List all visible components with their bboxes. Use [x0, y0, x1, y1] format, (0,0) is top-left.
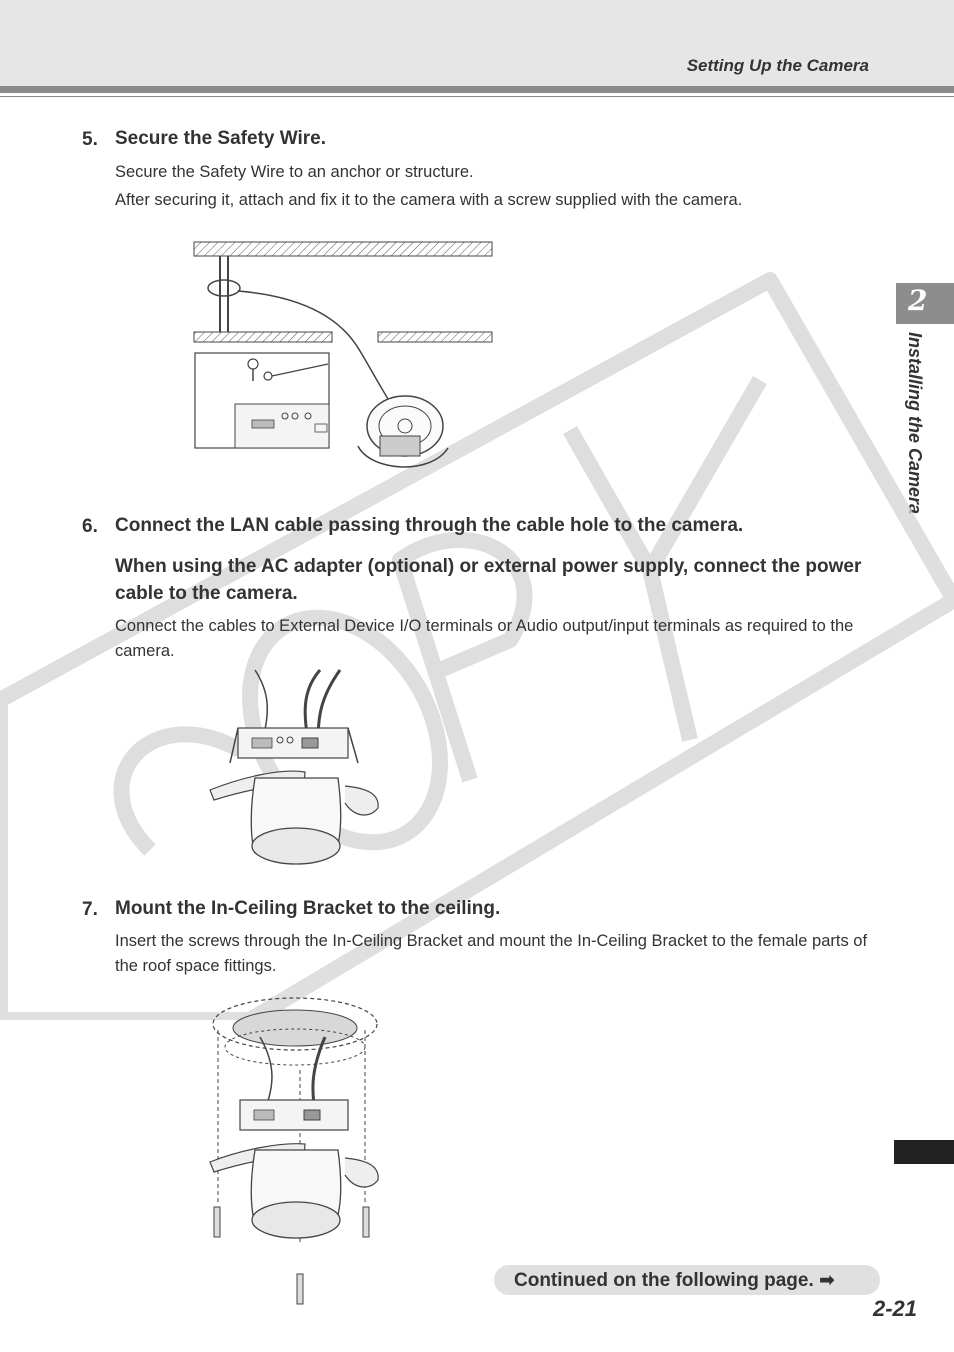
step-6-heading: Connect the LAN cable passing through the cable hole to the camera.: [115, 515, 744, 536]
step-5-number: 5.: [82, 129, 98, 150]
step-6-number: 6.: [82, 516, 98, 537]
step-5-text-1: Secure the Safety Wire to an anchor or structure.: [115, 163, 474, 181]
thumb-index-marker: [894, 1140, 954, 1164]
ceiling-mount-illustration: [200, 992, 390, 1310]
step-7-text: Insert the screws through the In-Ceiling Bracket and mount the In-Ceiling Bracket to the female parts of the roof space fittings.: [115, 932, 868, 975]
chapter-number: 2: [908, 284, 928, 317]
safety-wire-illustration: [190, 236, 500, 486]
step-7-number: 7.: [82, 899, 98, 920]
header-rule-thin: [0, 96, 954, 97]
page-number: 2-21: [872, 1296, 917, 1321]
chapter-label: Installing the Camera: [905, 332, 925, 515]
arrow-right-icon: ➡: [819, 1270, 835, 1291]
header-title: Setting Up the Camera: [686, 56, 869, 75]
cable-connection-illustration: [200, 668, 390, 873]
step-5-heading: Secure the Safety Wire.: [115, 128, 327, 149]
step-5-text-2: After securing it, attach and fix it to the camera with a screw supplied with the camera.: [115, 191, 743, 209]
step-6-text: Connect the cables to External Device I/O terminals or Audio output/input terminals as required to the camera.: [115, 617, 854, 660]
step-6-heading-2: When using the AC adapter (optional) or external power supply, connect the power cable to the camera.: [115, 556, 862, 604]
step-7-heading: Mount the In-Ceiling Bracket to the ceiling.: [115, 898, 501, 919]
header-rule: [0, 86, 954, 93]
continued-label: Continued on the following page. ➡: [514, 1270, 835, 1291]
